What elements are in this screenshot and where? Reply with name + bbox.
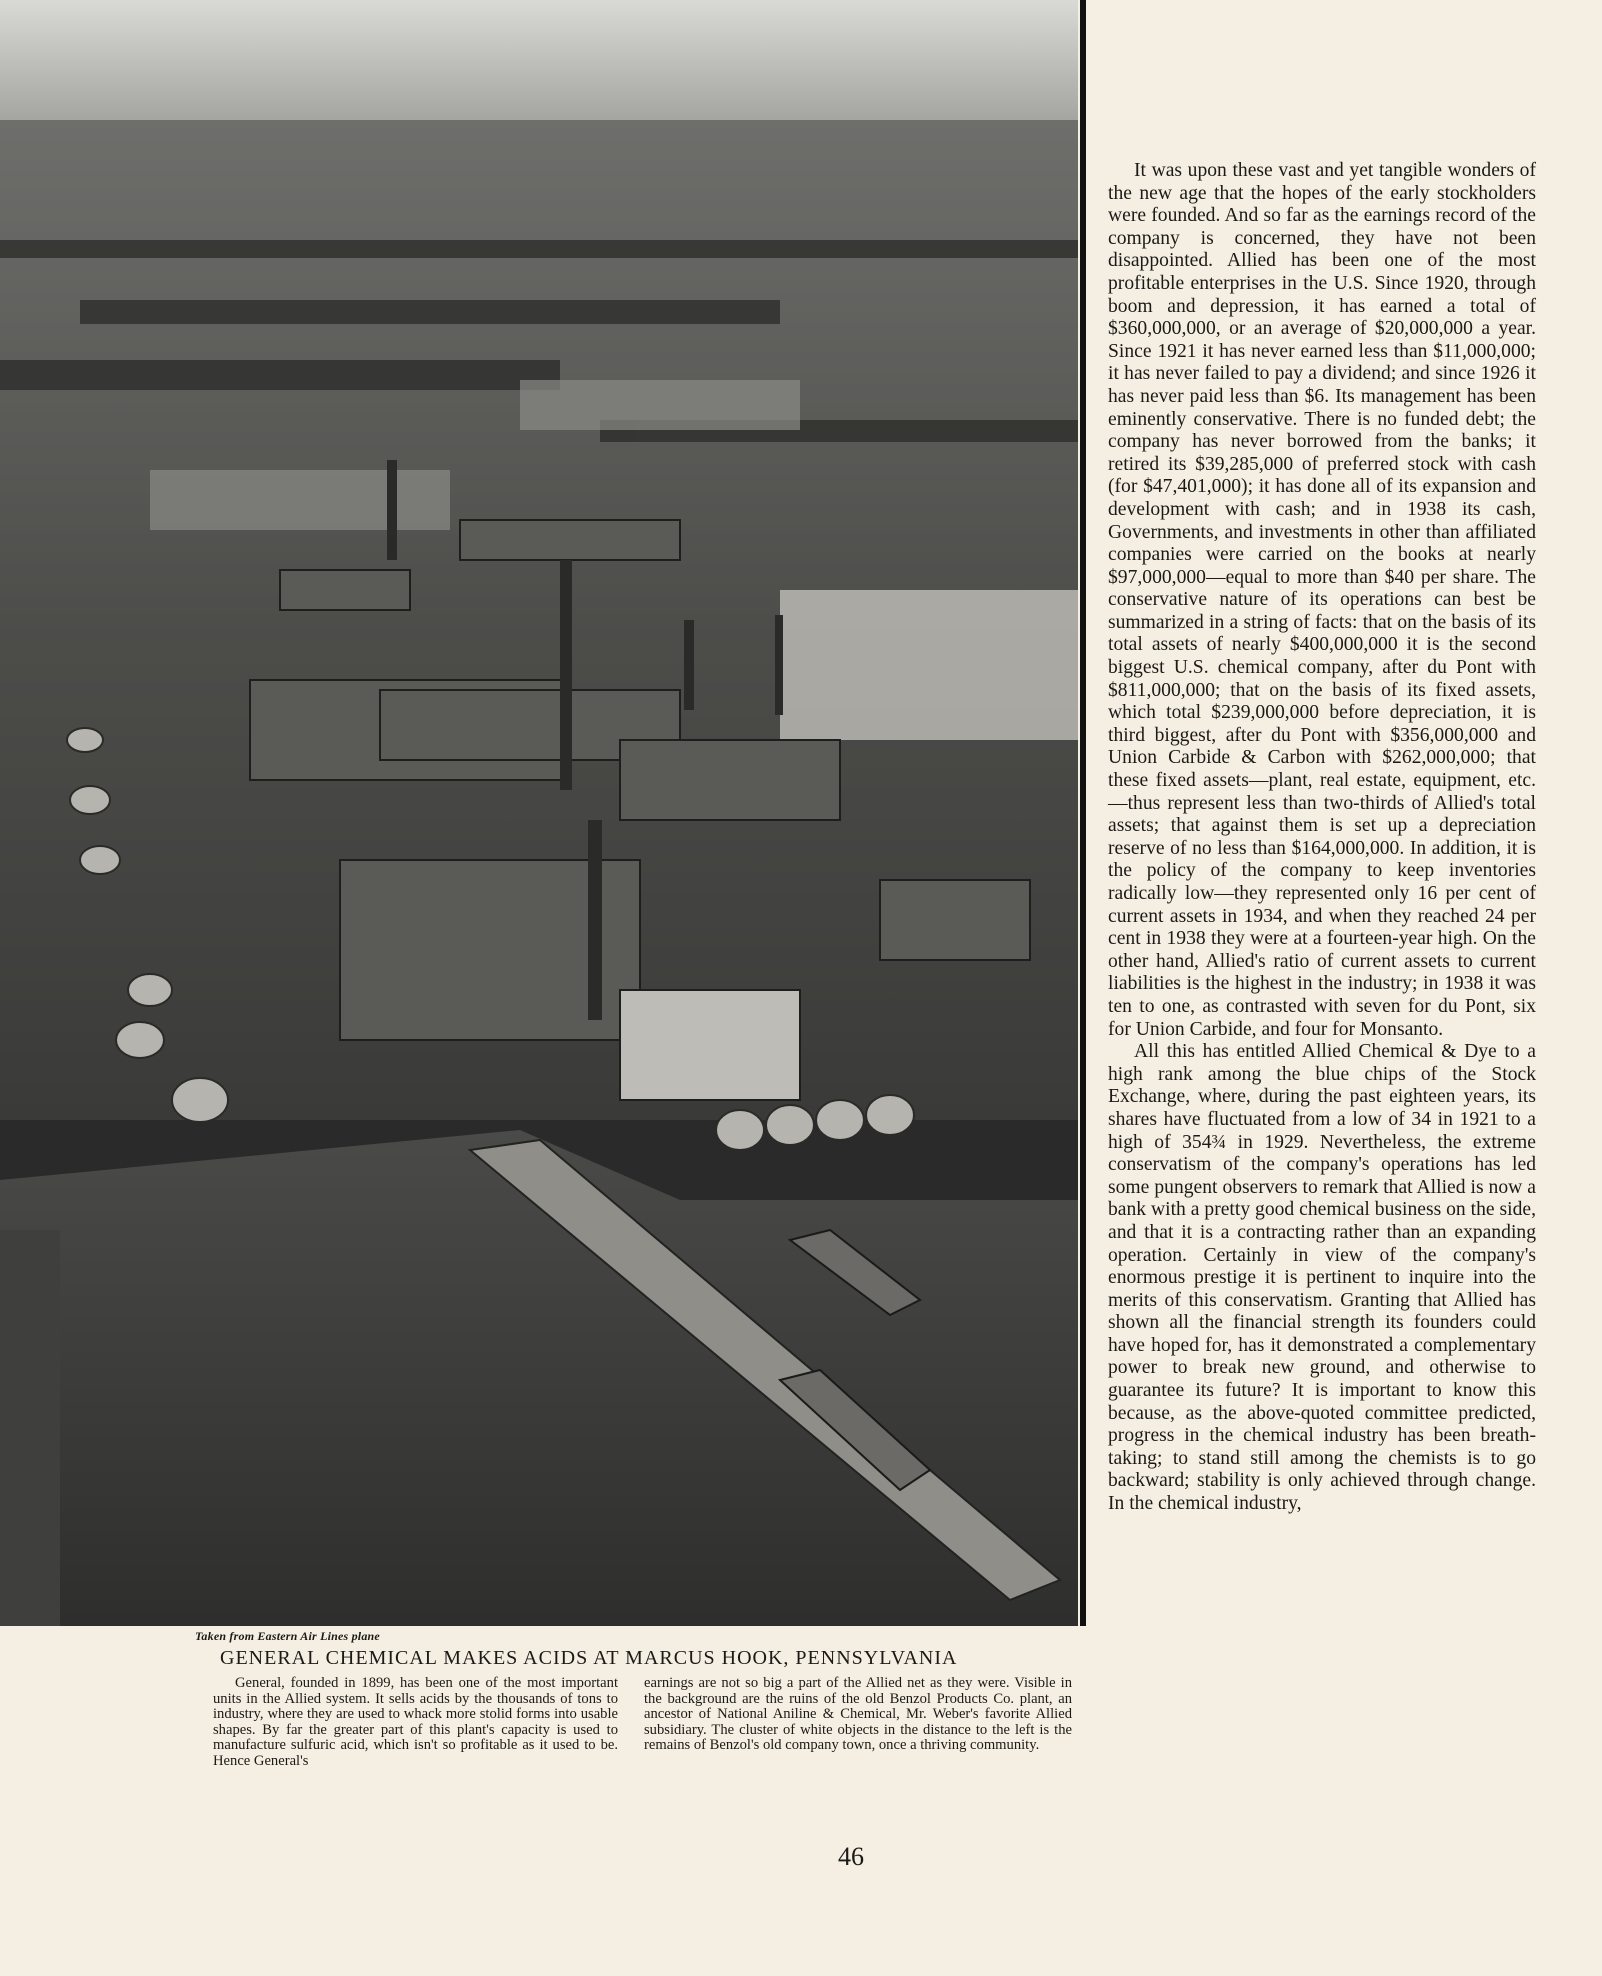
photo-border-rule — [1080, 0, 1086, 1626]
article-body-column — [1108, 160, 1536, 1516]
page-number: 46 — [838, 1842, 864, 1871]
photo-credit: Taken from Eastern Air Lines plane — [195, 1629, 380, 1643]
article-paragraph-2: All this has entitled Allied Chemical & Dye to a high rank among the blue chips of the Stock Exchange, where, during the past eighteen years, its shares have fluctuated from a low of 34 in 1921 to a high of 354¾ in 1929. Nevertheless, the extreme conservatism of the company's operations has led some pungent observers to remark that Allied is now a bank with a pretty good chemical business on the side, and that it is a contracting rather than an expanding operation. Certainly in view of the company's enormous prestige it is pertinent to inquire into the merits of this conservatism. Granting that Allied has shown all the financial strength its founders could have hoped for, has it demonstrated a complementary power to break new ground, and otherwise to guarantee its future? It is important to know this because, as the above-quoted committee predicted, progress in the chemical industry has been breath-taking; to stand still among the chemists is to go backward; stability is only achieved through change. In the chemical industry, — [1108, 1041, 1536, 1515]
article-paragraph-1: It was upon these vast and yet tangible wonders of the new age that the hopes of the early stockholders were founded. And so far as the earnings record of the company is concerned, they have not been disappointed. Allied has been one of the most profitable enterprises in the U.S. Since 1920, through boom and depression, it has earned a total of $360,000,000, or an average of $20,000,000 a year. Since 1921 it has never earned less than $11,000,000; it has never failed to pay a dividend; and since 1926 it has never paid less than $6. Its management has been eminently conservative. There is no funded debt; the company has never borrowed from the banks; it retired its $39,285,000 of preferred stock with cash (for $47,401,000); it has done all of its expansion and development with cash; and in 1938 its cash, Governments, and investments in other than affiliated companies were carried on the books at nearly $97,000,000—equal to more than $40 per share. The conservative nature of its operations can best be summarized in a string of facts: that on the basis of its total assets of nearly $400,000,000 it is the second biggest U.S. chemical company, after du Pont with $811,000,000; that on the basis of its fixed assets, which total $239,000,000 before depreciation, it is third biggest, after du Pont with $356,000,000 and Union Carbide & Carbon with $262,000,000; that these fixed assets—plant, real estate, equipment, etc.—thus represent less than two-thirds of Allied's total assets; that against them is set up a depreciation reserve of no less than $164,000,000. In addition, it is the policy of the company to keep inventories radically low—they represented only 16 per cent of current assets in 1934, and when they reached 24 per cent in 1938 they were at a fourteen-year high. On the other hand, Allied's ratio of current assets to current liabilities is the highest in the industry; in 1938 it was ten to one, as contrasted with seven for du Pont, six for Union Carbide, and four for Monsanto. — [1108, 160, 1536, 1040]
caption-left-column: General, founded in 1899, has been one of the most important units in the Allied system. It sells acids by the thousands of tons to industry, where they are used to whack more stolid forms into usable shapes. By far the greater part of this plant's capacity is used to manufacture sulfuric acid, which isn't so profitable as it used to be. Hence General's — [213, 1675, 618, 1769]
photo-headline: GENERAL CHEMICAL MAKES ACIDS AT MARCUS HOOK, PENNSYLVANIA — [220, 1647, 958, 1669]
caption-right-column: earnings are not so big a part of the Allied net as they were. Visible in the background are the ruins of the old Benzol Products Co. plant, an ancestor of National Aniline & Chemical, Mr. Weber's favorite Allied subsidiary. The cluster of white objects in the distance to the left is the remains of Benzol's old company town, once a thriving community. — [644, 1675, 1072, 1754]
